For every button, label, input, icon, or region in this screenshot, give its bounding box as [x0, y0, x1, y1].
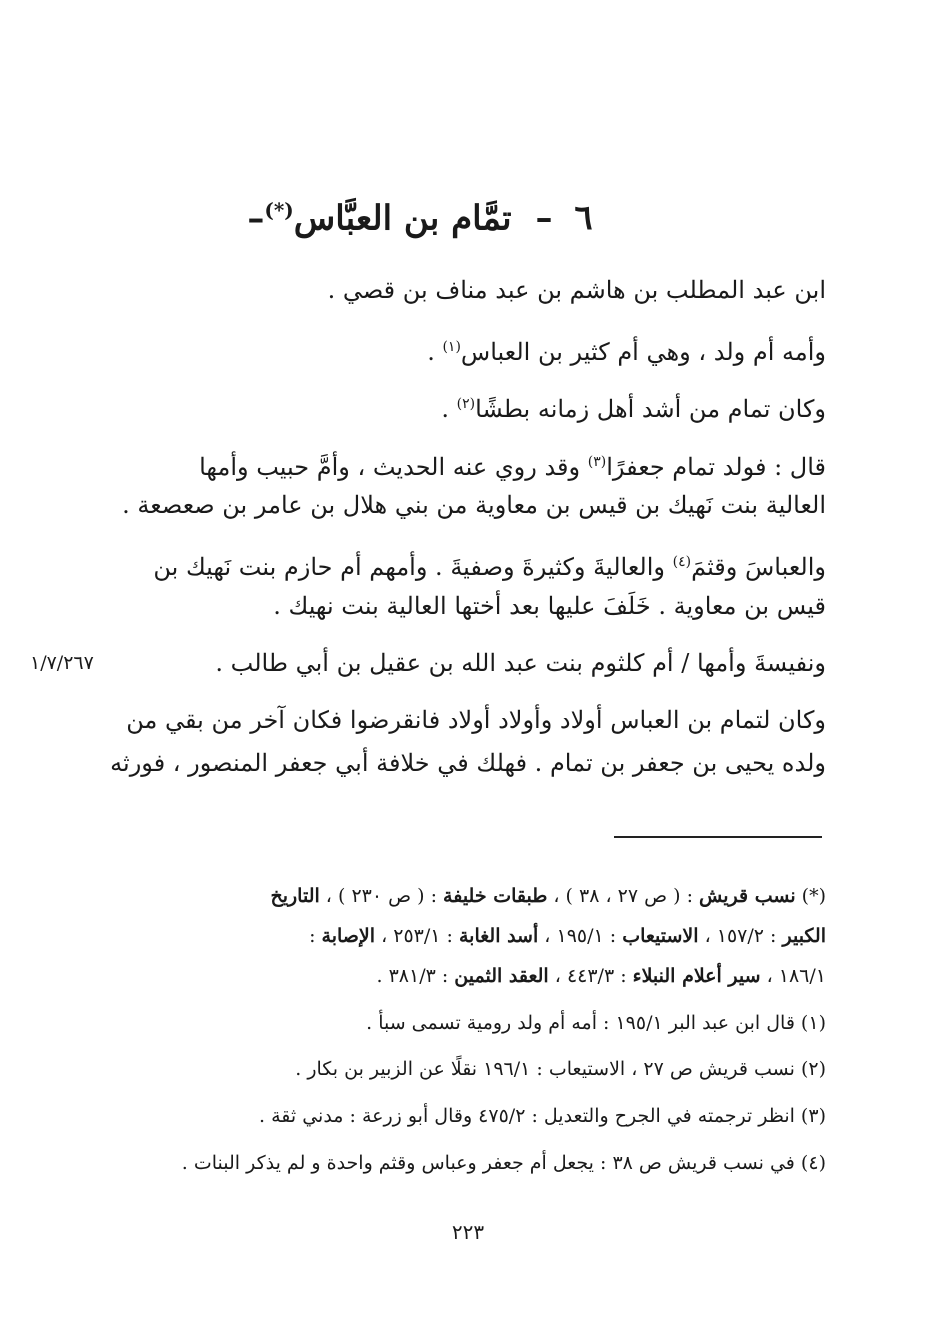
- fn-ref-4: : ١٩٥/١ ،: [538, 925, 623, 947]
- body-line-3: [150, 384, 826, 429]
- fn-source-3: التاريخ: [270, 885, 320, 907]
- fn-star-marker: (*): [795, 885, 826, 907]
- footnote-3-text: (٣) انظر ترجمته في الجرح والتعديل : ٤٧٥/٢ وقال أبو زرعة : مدني ثقة .: [258, 1105, 826, 1127]
- body-line-1-text: ابن عبد المطلب بن هاشم بن عبد مناف بن قصي .: [327, 276, 826, 304]
- body-line-6: [150, 542, 826, 587]
- footnote-2-text: (٢) نسب قريش ص ٢٧ ، الاستيعاب : ١٩٦/١ نقلًا عن الزبير بن بكار .: [295, 1058, 826, 1080]
- page-number: ٢٢٣: [451, 1220, 485, 1244]
- footnote-ref-4: (٤): [672, 554, 692, 570]
- body-line-6-text: والعباسَ وقثمَ: [691, 553, 826, 581]
- body-line-7-text: قيس بن معاوية . خَلَفَ عليها بعد أختها العالية بنت نهيك .: [273, 592, 826, 620]
- footnote-1-text: (١) قال ابن عبد البر ١٩٥/١ : أمه أم ولد رومية تسمى سبأ .: [366, 1012, 826, 1034]
- footnote-ref-3: (٣): [587, 454, 607, 470]
- fn-ref-8: : ٣٨١/٣ .: [376, 965, 455, 987]
- footnote-1: [150, 1003, 826, 1043]
- fn-ref-5: : ٢٥٣/١ ،: [375, 925, 459, 947]
- fn-source-2: طبقات خليفة: [443, 885, 548, 907]
- body-line-8-text: ونفيسةَ وأمها / أم كلثوم بنت عبد الله بن عقيل بن أبي طالب .: [215, 649, 826, 677]
- title-marker: (*): [264, 198, 294, 222]
- body-line-4-text: قال : فولد تمام جعفرًا: [606, 453, 826, 481]
- body-line-5: [122, 485, 826, 525]
- fn-source-3b: الكبير: [782, 925, 826, 947]
- footnote-ref-2: (٢): [456, 396, 476, 412]
- footnote-ref-1: (١): [442, 339, 461, 355]
- title-name: تمَّام بن العبَّاس: [293, 198, 512, 239]
- footnote-star-line-2: [150, 916, 826, 956]
- footnote-4: [150, 1143, 826, 1183]
- title-trail: –: [247, 198, 265, 239]
- fn-source-7: سير أعلام النبلاء: [632, 965, 761, 987]
- body-line-9-text: وكان لتمام بن العباس أولاد وأولاد أولاد فانقرضوا فكان آخر من بقي من: [126, 706, 826, 734]
- body-line-2-text: وأمه أم ولد ، وهي أم كثير بن العباس: [460, 338, 826, 366]
- body-line-5-text: العالية بنت نَهيك بن قيس بن معاوية من بني هلال بن عامر بن صعصعة .: [122, 491, 826, 519]
- body-line-2-end: .: [427, 338, 443, 366]
- body-line-10: [110, 743, 826, 783]
- fn-source-8: العقد الثمين: [454, 965, 549, 987]
- fn-source-5: أسد الغابة: [458, 925, 539, 947]
- fn-ref-3: : ١٥٧/٢ ،: [698, 925, 783, 947]
- title-number: ٦: [574, 198, 593, 239]
- fn-ref-7: : ٤٤٣/٣ ،: [548, 965, 633, 987]
- fn-ref-2: : ( ص ٢٣٠ ) ،: [319, 885, 444, 907]
- fn-ref-6b: ١٨٦/١ ،: [760, 965, 826, 987]
- body-line-10-text: ولده يحيى بن جعفر بن تمام . فهلك في خلافة أبي جعفر المنصور ، فورثه: [110, 749, 826, 777]
- body-line-7: [150, 586, 826, 626]
- fn-source-1: نسب قريش: [699, 885, 796, 907]
- footnote-2: [150, 1049, 826, 1089]
- body-line-3-text: وكان تمام من أشد أهل زمانه بطشًا: [475, 395, 826, 423]
- body-line-1: [150, 270, 826, 310]
- body-line-4-end: وقد روي عنه الحديث ، وأمَّ حبيب وأمها: [199, 453, 588, 481]
- margin-reference: ١/٧/٢٦٧: [30, 652, 94, 674]
- footnote-4-text: (٤) في نسب قريش ص ٣٨ : يجعل أم جعفر وعباس وقثم واحدة و لم يذكر البنات .: [181, 1152, 826, 1174]
- footnote-star-line-1: [150, 876, 826, 916]
- title-dash: –: [535, 198, 553, 239]
- footnote-star-line-3: [150, 956, 826, 996]
- body-line-9: [126, 700, 826, 740]
- fn-source-4: الاستيعاب: [622, 925, 699, 947]
- body-line-3-end: .: [441, 395, 457, 423]
- body-line-8: [150, 643, 826, 683]
- body-line-6-end: والعاليةَ وكثيرةَ وصفيةَ . وأمهم أم حازم بنت نَهيك بن: [153, 553, 673, 581]
- fn-ref-1: : ( ص ٢٧ ، ٣٨ ) ،: [547, 885, 700, 907]
- body-line-2: [150, 327, 826, 372]
- fn-ref-6: :: [309, 925, 322, 947]
- body-line-4: [150, 442, 826, 487]
- footnote-3: [150, 1096, 826, 1136]
- fn-source-6: الإصابة: [321, 925, 376, 947]
- chapter-title: [200, 180, 640, 248]
- footnote-separator: [614, 836, 822, 838]
